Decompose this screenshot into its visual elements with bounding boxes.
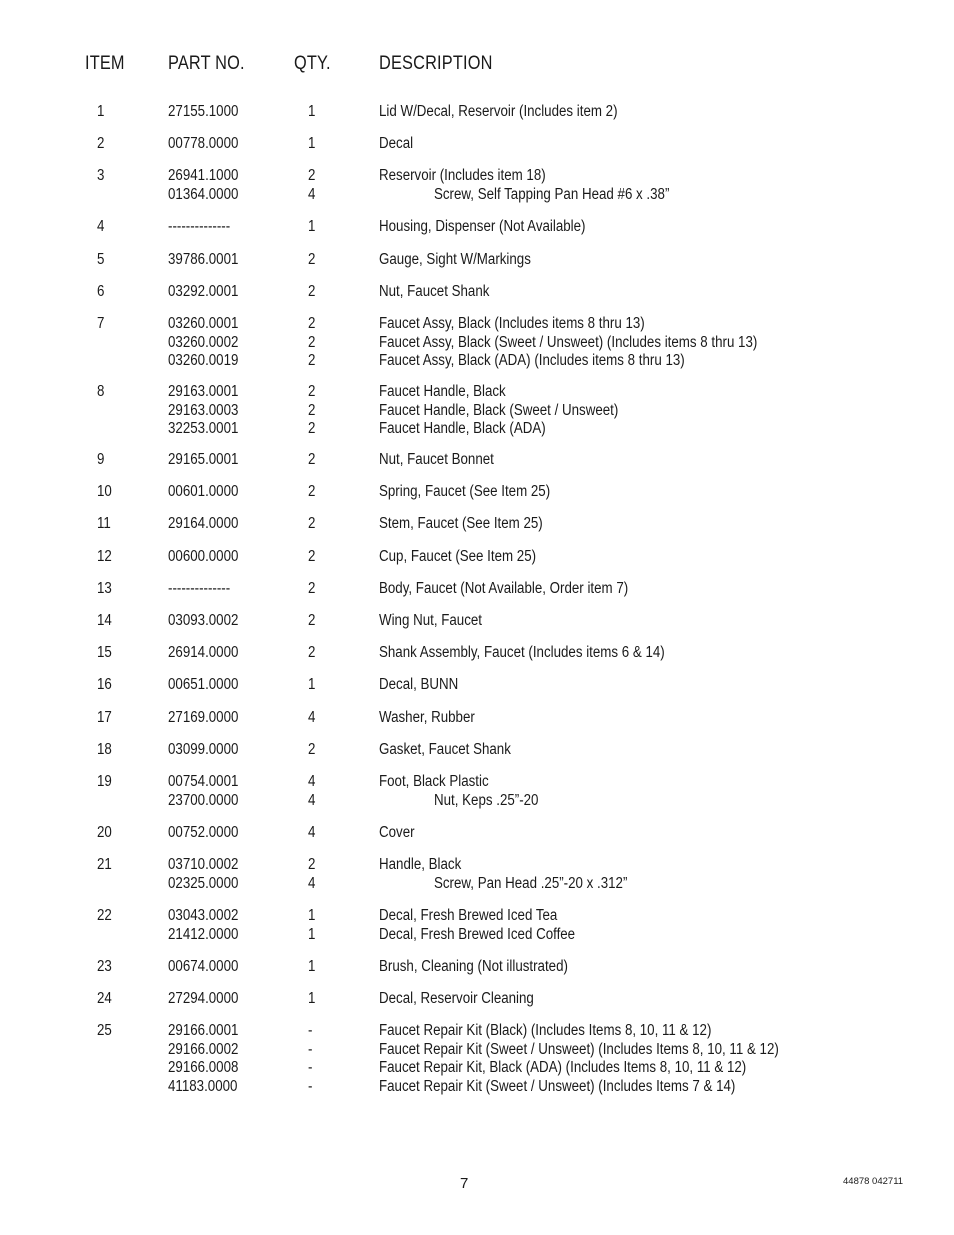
part-number: 00651.0000 xyxy=(168,676,239,693)
part-number: 00674.0000 xyxy=(168,958,239,975)
part-number: 26941.1000 xyxy=(168,167,239,184)
quantity: 4 xyxy=(308,874,316,892)
part-number: 29164.0000 xyxy=(168,515,239,532)
item-number: 20 xyxy=(97,824,112,841)
description: Nut, Faucet Shank xyxy=(379,283,490,300)
description: Foot, Black Plastic xyxy=(379,773,489,790)
item-number: 24 xyxy=(97,990,112,1007)
quantity: 1 xyxy=(308,218,316,235)
part-number: -------------- xyxy=(168,218,231,235)
description: Handle, Black xyxy=(379,856,462,873)
part-number: 03710.0002 xyxy=(168,856,239,873)
description-sub: Nut, Keps .25”-20 xyxy=(434,791,539,809)
description: Faucet Repair Kit (Black) (Includes Items 8, 10, 11 & 12) xyxy=(379,1022,712,1039)
item-number: 11 xyxy=(97,515,111,532)
quantity: 2 xyxy=(308,612,316,629)
description: Shank Assembly, Faucet (Includes items 6 & 14) xyxy=(379,644,665,661)
part-number: 29166.0008 xyxy=(168,1059,239,1077)
quantity: 2 xyxy=(308,401,316,419)
header-part-no: PART NO. xyxy=(168,53,245,74)
part-number: 29165.0001 xyxy=(168,451,239,468)
description: Nut, Faucet Bonnet xyxy=(379,451,494,468)
item-number: 4 xyxy=(97,218,105,235)
quantity: 2 xyxy=(308,333,316,351)
item-number: 7 xyxy=(97,315,105,332)
description: Faucet Handle, Black (Sweet / Unsweet) xyxy=(379,401,619,419)
description: Reservoir (Includes item 18) xyxy=(379,167,546,184)
part-number: 27169.0000 xyxy=(168,709,239,726)
quantity: 1 xyxy=(308,990,316,1007)
item-number: 25 xyxy=(97,1022,112,1039)
quantity: 1 xyxy=(308,676,316,693)
item-number: 23 xyxy=(97,958,112,975)
part-number: 01364.0000 xyxy=(168,185,239,203)
description: Wing Nut, Faucet xyxy=(379,612,482,629)
page-number: 7 xyxy=(460,1175,469,1192)
quantity: 2 xyxy=(308,315,316,332)
description: Faucet Assy, Black (ADA) (Includes items 8 thru 13) xyxy=(379,352,685,370)
part-number: 03292.0001 xyxy=(168,283,239,300)
quantity: 2 xyxy=(308,352,316,370)
item-number: 21 xyxy=(97,856,112,873)
quantity: 2 xyxy=(308,483,316,500)
item-number: 16 xyxy=(97,676,112,693)
part-number: 41183.0000 xyxy=(168,1078,238,1096)
header-description: DESCRIPTION xyxy=(379,53,493,74)
description: Decal, Fresh Brewed Iced Coffee xyxy=(379,925,576,943)
part-number: 03099.0000 xyxy=(168,741,239,758)
description: Stem, Faucet (See Item 25) xyxy=(379,515,543,532)
description: Faucet Assy, Black (Sweet / Unsweet) (Includes items 8 thru 13) xyxy=(379,333,758,351)
part-number: 00754.0001 xyxy=(168,773,239,790)
quantity: 1 xyxy=(308,925,316,943)
header-item: ITEM xyxy=(85,53,125,74)
quantity: 4 xyxy=(308,824,316,841)
part-number: 02325.0000 xyxy=(168,874,239,892)
item-number: 3 xyxy=(97,167,105,184)
part-number: 32253.0001 xyxy=(168,420,239,438)
part-number: 03260.0001 xyxy=(168,315,239,332)
description: Body, Faucet (Not Available, Order item 7) xyxy=(379,580,629,597)
quantity: 4 xyxy=(308,185,316,203)
quantity: 2 xyxy=(308,580,316,597)
part-number: 03260.0002 xyxy=(168,333,239,351)
part-number: 03043.0002 xyxy=(168,907,239,924)
part-number: 27155.1000 xyxy=(168,103,239,120)
description: Faucet Repair Kit (Sweet / Unsweet) (Includes Items 8, 10, 11 & 12) xyxy=(379,1040,779,1058)
description: Brush, Cleaning (Not illustrated) xyxy=(379,958,568,975)
quantity: 2 xyxy=(308,515,316,532)
quantity: 4 xyxy=(308,709,316,726)
item-number: 6 xyxy=(97,283,105,300)
description: Cup, Faucet (See Item 25) xyxy=(379,548,537,565)
part-number: 00752.0000 xyxy=(168,824,239,841)
document-code: 44878 042711 xyxy=(843,1176,904,1187)
description: Washer, Rubber xyxy=(379,709,475,726)
part-number: 29166.0001 xyxy=(168,1022,239,1039)
description: Decal, Fresh Brewed Iced Tea xyxy=(379,907,558,924)
description: Faucet Assy, Black (Includes items 8 thru 13) xyxy=(379,315,645,332)
part-number: 03093.0002 xyxy=(168,612,239,629)
quantity: 1 xyxy=(308,907,316,924)
quantity: 4 xyxy=(308,773,316,790)
part-number: 00601.0000 xyxy=(168,483,239,500)
part-number: 29166.0002 xyxy=(168,1040,239,1058)
quantity: - xyxy=(308,1078,313,1096)
quantity: 2 xyxy=(308,383,316,400)
quantity: 2 xyxy=(308,548,316,565)
part-number: 00778.0000 xyxy=(168,135,239,152)
quantity: 2 xyxy=(308,451,316,468)
description: Spring, Faucet (See Item 25) xyxy=(379,483,551,500)
description: Decal, Reservoir Cleaning xyxy=(379,990,534,1007)
part-number: 21412.0000 xyxy=(168,925,239,943)
description: Housing, Dispenser (Not Available) xyxy=(379,218,586,235)
quantity: 1 xyxy=(308,103,316,120)
part-number: -------------- xyxy=(168,580,231,597)
quantity: 2 xyxy=(308,283,316,300)
description: Decal xyxy=(379,135,414,152)
quantity: - xyxy=(308,1040,313,1058)
item-number: 22 xyxy=(97,907,112,924)
quantity: - xyxy=(308,1059,313,1077)
description: Decal, BUNN xyxy=(379,676,459,693)
quantity: - xyxy=(308,1022,313,1039)
quantity: 2 xyxy=(308,420,316,438)
description: Lid W/Decal, Reservoir (Includes item 2) xyxy=(379,103,618,120)
item-number: 19 xyxy=(97,773,112,790)
description: Faucet Repair Kit, Black (ADA) (Includes Items 8, 10, 11 & 12) xyxy=(379,1059,747,1077)
item-number: 1 xyxy=(97,103,105,120)
part-number: 23700.0000 xyxy=(168,791,239,809)
quantity: 2 xyxy=(308,856,316,873)
item-number: 10 xyxy=(97,483,112,500)
quantity: 2 xyxy=(308,741,316,758)
item-number: 17 xyxy=(97,709,112,726)
part-number: 27294.0000 xyxy=(168,990,239,1007)
header-qty: QTY. xyxy=(294,53,331,74)
item-number: 13 xyxy=(97,580,112,597)
quantity: 1 xyxy=(308,958,316,975)
quantity: 2 xyxy=(308,251,316,268)
description: Faucet Repair Kit (Sweet / Unsweet) (Includes Items 7 & 14) xyxy=(379,1078,736,1096)
item-number: 2 xyxy=(97,135,105,152)
item-number: 18 xyxy=(97,741,112,758)
part-number: 00600.0000 xyxy=(168,548,239,565)
item-number: 9 xyxy=(97,451,105,468)
part-number: 39786.0001 xyxy=(168,251,239,268)
description-sub: Screw, Pan Head .25”-20 x .312” xyxy=(434,874,628,892)
part-number: 26914.0000 xyxy=(168,644,239,661)
item-number: 14 xyxy=(97,612,112,629)
quantity: 4 xyxy=(308,791,316,809)
part-number: 29163.0001 xyxy=(168,383,239,400)
part-number: 03260.0019 xyxy=(168,352,239,370)
description: Gauge, Sight W/Markings xyxy=(379,251,531,268)
item-number: 5 xyxy=(97,251,105,268)
quantity: 2 xyxy=(308,644,316,661)
quantity: 1 xyxy=(308,135,316,152)
description: Faucet Handle, Black xyxy=(379,383,506,400)
item-number: 15 xyxy=(97,644,112,661)
part-number: 29163.0003 xyxy=(168,401,239,419)
quantity: 2 xyxy=(308,167,316,184)
description: Gasket, Faucet Shank xyxy=(379,741,511,758)
description: Cover xyxy=(379,824,415,841)
item-number: 12 xyxy=(97,548,112,565)
description: Faucet Handle, Black (ADA) xyxy=(379,420,546,438)
item-number: 8 xyxy=(97,383,105,400)
description-sub: Screw, Self Tapping Pan Head #6 x .38” xyxy=(434,185,670,203)
